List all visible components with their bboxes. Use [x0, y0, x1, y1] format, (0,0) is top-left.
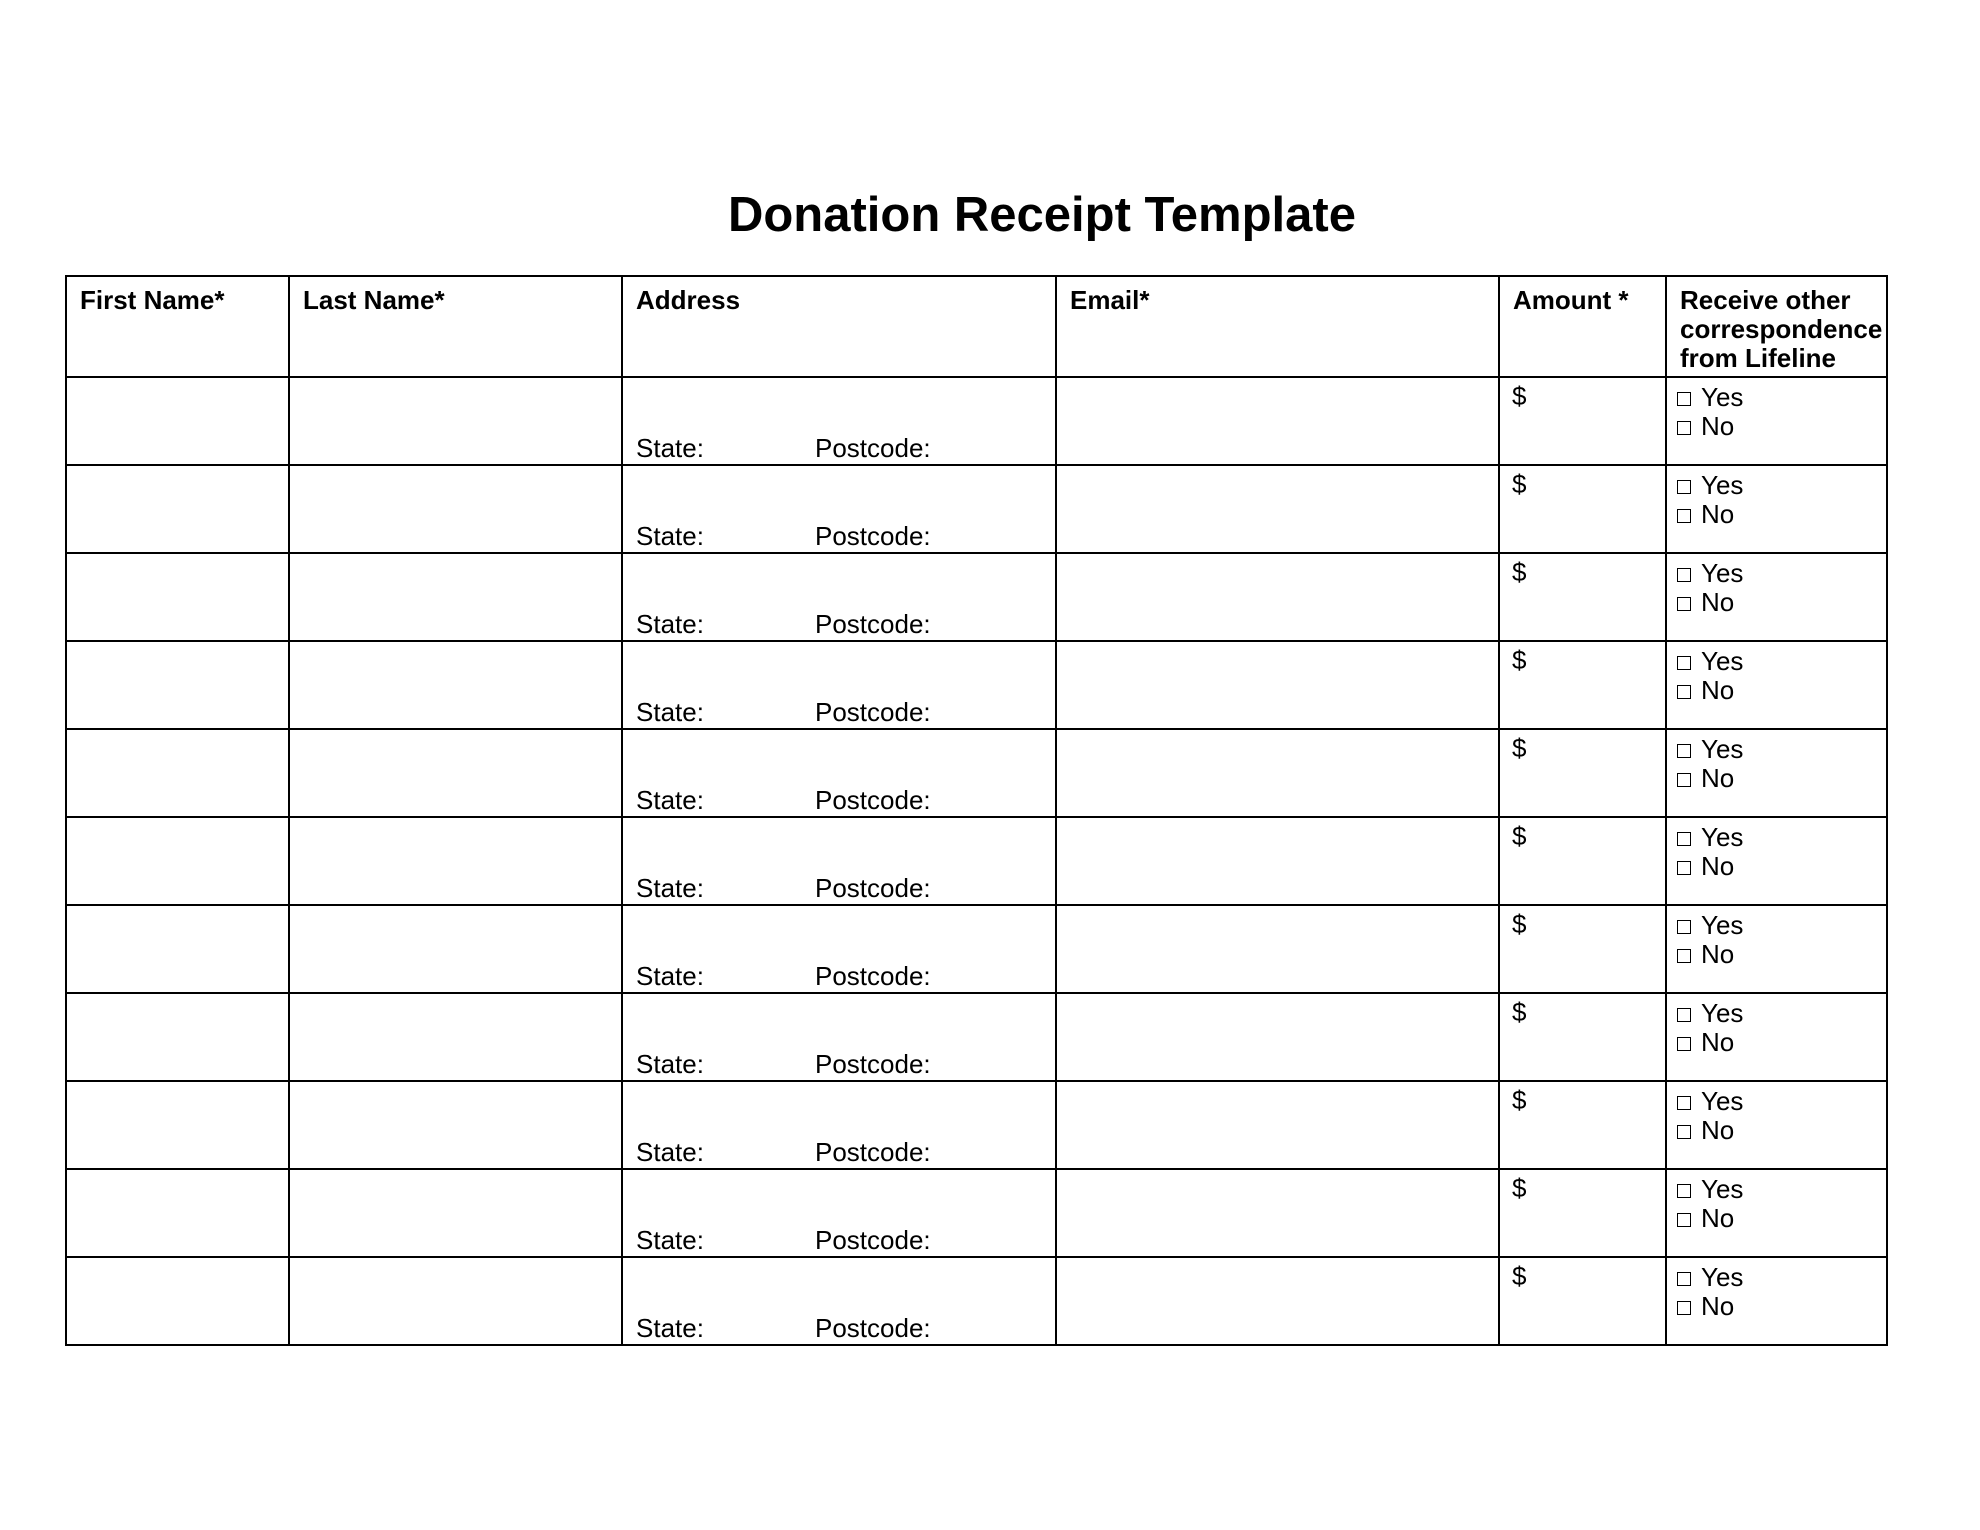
- yes-label: Yes: [1701, 470, 1744, 500]
- email-cell[interactable]: [1056, 993, 1499, 1081]
- table-row: [66, 993, 1887, 1081]
- address-state-postcode-line: [636, 1313, 1051, 1343]
- option-yes: [1677, 1087, 1886, 1116]
- no-label: No: [1701, 499, 1735, 529]
- checkbox-no-icon[interactable]: [1677, 773, 1691, 787]
- receive-correspondence-cell: [1666, 729, 1887, 817]
- address-state-postcode-line: [636, 521, 1051, 551]
- checkbox-no-icon[interactable]: [1677, 949, 1691, 963]
- email-cell[interactable]: [1056, 817, 1499, 905]
- postcode-label: Postcode:: [815, 961, 931, 991]
- currency-symbol: $: [1512, 469, 1527, 499]
- email-cell[interactable]: [1056, 377, 1499, 465]
- checkbox-yes-icon[interactable]: [1677, 1184, 1691, 1198]
- checkbox-yes-icon[interactable]: [1677, 832, 1691, 846]
- table-row: [66, 377, 1887, 465]
- no-label: No: [1701, 1027, 1735, 1057]
- checkbox-no-icon[interactable]: [1677, 421, 1691, 435]
- last-name-cell[interactable]: [289, 641, 622, 729]
- address-cell[interactable]: [622, 729, 1056, 817]
- postcode-label: Postcode:: [815, 1225, 931, 1255]
- currency-symbol: $: [1512, 997, 1527, 1027]
- no-label: No: [1701, 939, 1735, 969]
- option-no: [1677, 412, 1886, 441]
- yes-label: Yes: [1701, 910, 1744, 940]
- last-name-cell[interactable]: [289, 1257, 622, 1345]
- checkbox-no-icon[interactable]: [1677, 861, 1691, 875]
- header-row: [66, 276, 1887, 377]
- column-header-receive-correspondence: Receive other correspondence from Lifeline: [1666, 276, 1887, 377]
- address-state-postcode-line: [636, 873, 1051, 903]
- email-cell[interactable]: [1056, 1081, 1499, 1169]
- column-header-amount: Amount *: [1499, 276, 1666, 377]
- state-label: State:: [636, 1225, 704, 1255]
- option-no: [1677, 940, 1886, 969]
- table-row: [66, 729, 1887, 817]
- amount-cell[interactable]: [1499, 377, 1666, 465]
- email-cell[interactable]: [1056, 905, 1499, 993]
- currency-symbol: $: [1512, 645, 1527, 675]
- postcode-label: Postcode:: [815, 433, 931, 463]
- address-cell[interactable]: [622, 905, 1056, 993]
- postcode-label: Postcode:: [815, 609, 931, 639]
- option-yes: [1677, 735, 1886, 764]
- first-name-cell[interactable]: [66, 377, 289, 465]
- receive-correspondence-cell: [1666, 641, 1887, 729]
- last-name-cell[interactable]: [289, 465, 622, 553]
- last-name-cell[interactable]: [289, 729, 622, 817]
- first-name-cell[interactable]: [66, 817, 289, 905]
- first-name-cell[interactable]: [66, 465, 289, 553]
- postcode-label: Postcode:: [815, 697, 931, 727]
- checkbox-no-icon[interactable]: [1677, 1037, 1691, 1051]
- receive-correspondence-cell: [1666, 1081, 1887, 1169]
- amount-cell[interactable]: [1499, 1081, 1666, 1169]
- address-cell[interactable]: [622, 641, 1056, 729]
- table-row: [66, 905, 1887, 993]
- state-label: State:: [636, 521, 704, 551]
- option-no: [1677, 852, 1886, 881]
- receive-correspondence-cell: [1666, 553, 1887, 641]
- option-yes: [1677, 823, 1886, 852]
- amount-cell[interactable]: [1499, 729, 1666, 817]
- checkbox-no-icon[interactable]: [1677, 685, 1691, 699]
- amount-cell[interactable]: [1499, 1169, 1666, 1257]
- option-no: [1677, 588, 1886, 617]
- checkbox-no-icon[interactable]: [1677, 597, 1691, 611]
- currency-symbol: $: [1512, 733, 1527, 763]
- address-state-postcode-line: [636, 1137, 1051, 1167]
- option-no: [1677, 1204, 1886, 1233]
- yes-label: Yes: [1701, 734, 1744, 764]
- option-yes: [1677, 911, 1886, 940]
- address-state-postcode-line: [636, 785, 1051, 815]
- option-yes: [1677, 1175, 1886, 1204]
- address-cell[interactable]: [622, 465, 1056, 553]
- column-header-email: Email*: [1056, 276, 1499, 377]
- email-cell[interactable]: [1056, 729, 1499, 817]
- first-name-cell[interactable]: [66, 729, 289, 817]
- table-row: [66, 817, 1887, 905]
- currency-symbol: $: [1512, 1261, 1527, 1291]
- option-no: [1677, 1292, 1886, 1321]
- checkbox-no-icon[interactable]: [1677, 1125, 1691, 1139]
- receive-correspondence-cell: [1666, 377, 1887, 465]
- last-name-cell[interactable]: [289, 817, 622, 905]
- last-name-cell[interactable]: [289, 377, 622, 465]
- checkbox-yes-icon[interactable]: [1677, 744, 1691, 758]
- no-label: No: [1701, 851, 1735, 881]
- state-label: State:: [636, 785, 704, 815]
- amount-cell[interactable]: [1499, 553, 1666, 641]
- address-cell[interactable]: [622, 1169, 1056, 1257]
- checkbox-yes-icon[interactable]: [1677, 656, 1691, 670]
- email-cell[interactable]: [1056, 641, 1499, 729]
- email-cell[interactable]: [1056, 465, 1499, 553]
- address-state-postcode-line: [636, 1225, 1051, 1255]
- currency-symbol: $: [1512, 909, 1527, 939]
- first-name-cell[interactable]: [66, 641, 289, 729]
- yes-label: Yes: [1701, 1262, 1744, 1292]
- amount-cell[interactable]: [1499, 905, 1666, 993]
- option-no: [1677, 1116, 1886, 1145]
- address-state-postcode-line: [636, 609, 1051, 639]
- table-row: [66, 553, 1887, 641]
- currency-symbol: $: [1512, 1173, 1527, 1203]
- table-header: [66, 276, 1887, 377]
- amount-cell[interactable]: [1499, 1257, 1666, 1345]
- address-cell[interactable]: [622, 377, 1056, 465]
- page-title: Donation Receipt Template: [727, 187, 1356, 242]
- receive-correspondence-cell: [1666, 1169, 1887, 1257]
- first-name-cell[interactable]: [66, 993, 289, 1081]
- amount-cell[interactable]: [1499, 641, 1666, 729]
- yes-label: Yes: [1701, 646, 1744, 676]
- option-no: [1677, 764, 1886, 793]
- address-cell[interactable]: [622, 993, 1056, 1081]
- email-cell[interactable]: [1056, 1257, 1499, 1345]
- last-name-cell[interactable]: [289, 1081, 622, 1169]
- email-cell[interactable]: [1056, 1169, 1499, 1257]
- checkbox-no-icon[interactable]: [1677, 1301, 1691, 1315]
- receive-correspondence-cell: [1666, 993, 1887, 1081]
- address-state-postcode-line: [636, 961, 1051, 991]
- first-name-cell[interactable]: [66, 1169, 289, 1257]
- yes-label: Yes: [1701, 998, 1744, 1028]
- table-row: [66, 1081, 1887, 1169]
- yes-label: Yes: [1701, 382, 1744, 412]
- checkbox-yes-icon[interactable]: [1677, 568, 1691, 582]
- yes-label: Yes: [1701, 558, 1744, 588]
- amount-cell[interactable]: [1499, 465, 1666, 553]
- checkbox-yes-icon[interactable]: [1677, 1008, 1691, 1022]
- address-state-postcode-line: [636, 697, 1051, 727]
- column-header-first-name: First Name*: [66, 276, 289, 377]
- column-header-address: Address: [622, 276, 1056, 377]
- state-label: State:: [636, 873, 704, 903]
- state-label: State:: [636, 697, 704, 727]
- currency-symbol: $: [1512, 557, 1527, 587]
- checkbox-yes-icon[interactable]: [1677, 1272, 1691, 1286]
- address-cell[interactable]: [622, 1257, 1056, 1345]
- table-row: [66, 1169, 1887, 1257]
- first-name-cell[interactable]: [66, 1257, 289, 1345]
- address-state-postcode-line: [636, 1049, 1051, 1079]
- checkbox-no-icon[interactable]: [1677, 509, 1691, 523]
- address-cell[interactable]: [622, 817, 1056, 905]
- receive-correspondence-cell: [1666, 905, 1887, 993]
- no-label: No: [1701, 675, 1735, 705]
- state-label: State:: [636, 1313, 704, 1343]
- option-no: [1677, 676, 1886, 705]
- checkbox-yes-icon[interactable]: [1677, 480, 1691, 494]
- table-row: [66, 1257, 1887, 1345]
- postcode-label: Postcode:: [815, 1049, 931, 1079]
- last-name-cell[interactable]: [289, 905, 622, 993]
- checkbox-yes-icon[interactable]: [1677, 392, 1691, 406]
- table-row: [66, 641, 1887, 729]
- checkbox-yes-icon[interactable]: [1677, 920, 1691, 934]
- column-header-last-name: Last Name*: [289, 276, 622, 377]
- checkbox-yes-icon[interactable]: [1677, 1096, 1691, 1110]
- checkbox-no-icon[interactable]: [1677, 1213, 1691, 1227]
- currency-symbol: $: [1512, 1085, 1527, 1115]
- postcode-label: Postcode:: [815, 785, 931, 815]
- receive-correspondence-cell: [1666, 817, 1887, 905]
- option-yes: [1677, 647, 1886, 676]
- no-label: No: [1701, 1203, 1735, 1233]
- no-label: No: [1701, 1291, 1735, 1321]
- address-cell[interactable]: [622, 1081, 1056, 1169]
- receive-correspondence-cell: [1666, 465, 1887, 553]
- no-label: No: [1701, 411, 1735, 441]
- postcode-label: Postcode:: [815, 521, 931, 551]
- yes-label: Yes: [1701, 1086, 1744, 1116]
- donation-table: [65, 275, 1888, 1346]
- no-label: No: [1701, 763, 1735, 793]
- address-cell[interactable]: [622, 553, 1056, 641]
- state-label: State:: [636, 609, 704, 639]
- yes-label: Yes: [1701, 822, 1744, 852]
- currency-symbol: $: [1512, 381, 1527, 411]
- postcode-label: Postcode:: [815, 873, 931, 903]
- amount-cell[interactable]: [1499, 993, 1666, 1081]
- option-yes: [1677, 383, 1886, 412]
- state-label: State:: [636, 1049, 704, 1079]
- no-label: No: [1701, 587, 1735, 617]
- email-cell[interactable]: [1056, 553, 1499, 641]
- state-label: State:: [636, 1137, 704, 1167]
- table-row: [66, 465, 1887, 553]
- first-name-cell[interactable]: [66, 905, 289, 993]
- table-body: [66, 377, 1887, 1345]
- last-name-cell[interactable]: [289, 1169, 622, 1257]
- receive-correspondence-cell: [1666, 1257, 1887, 1345]
- first-name-cell[interactable]: [66, 553, 289, 641]
- option-yes: [1677, 1263, 1886, 1292]
- option-yes: [1677, 559, 1886, 588]
- option-yes: [1677, 471, 1886, 500]
- postcode-label: Postcode:: [815, 1137, 931, 1167]
- yes-label: Yes: [1701, 1174, 1744, 1204]
- option-no: [1677, 1028, 1886, 1057]
- option-yes: [1677, 999, 1886, 1028]
- no-label: No: [1701, 1115, 1735, 1145]
- last-name-cell[interactable]: [289, 553, 622, 641]
- address-state-postcode-line: [636, 433, 1051, 463]
- state-label: State:: [636, 961, 704, 991]
- first-name-cell[interactable]: [66, 1081, 289, 1169]
- amount-cell[interactable]: [1499, 817, 1666, 905]
- state-label: State:: [636, 433, 704, 463]
- postcode-label: Postcode:: [815, 1313, 931, 1343]
- option-no: [1677, 500, 1886, 529]
- last-name-cell[interactable]: [289, 993, 622, 1081]
- currency-symbol: $: [1512, 821, 1527, 851]
